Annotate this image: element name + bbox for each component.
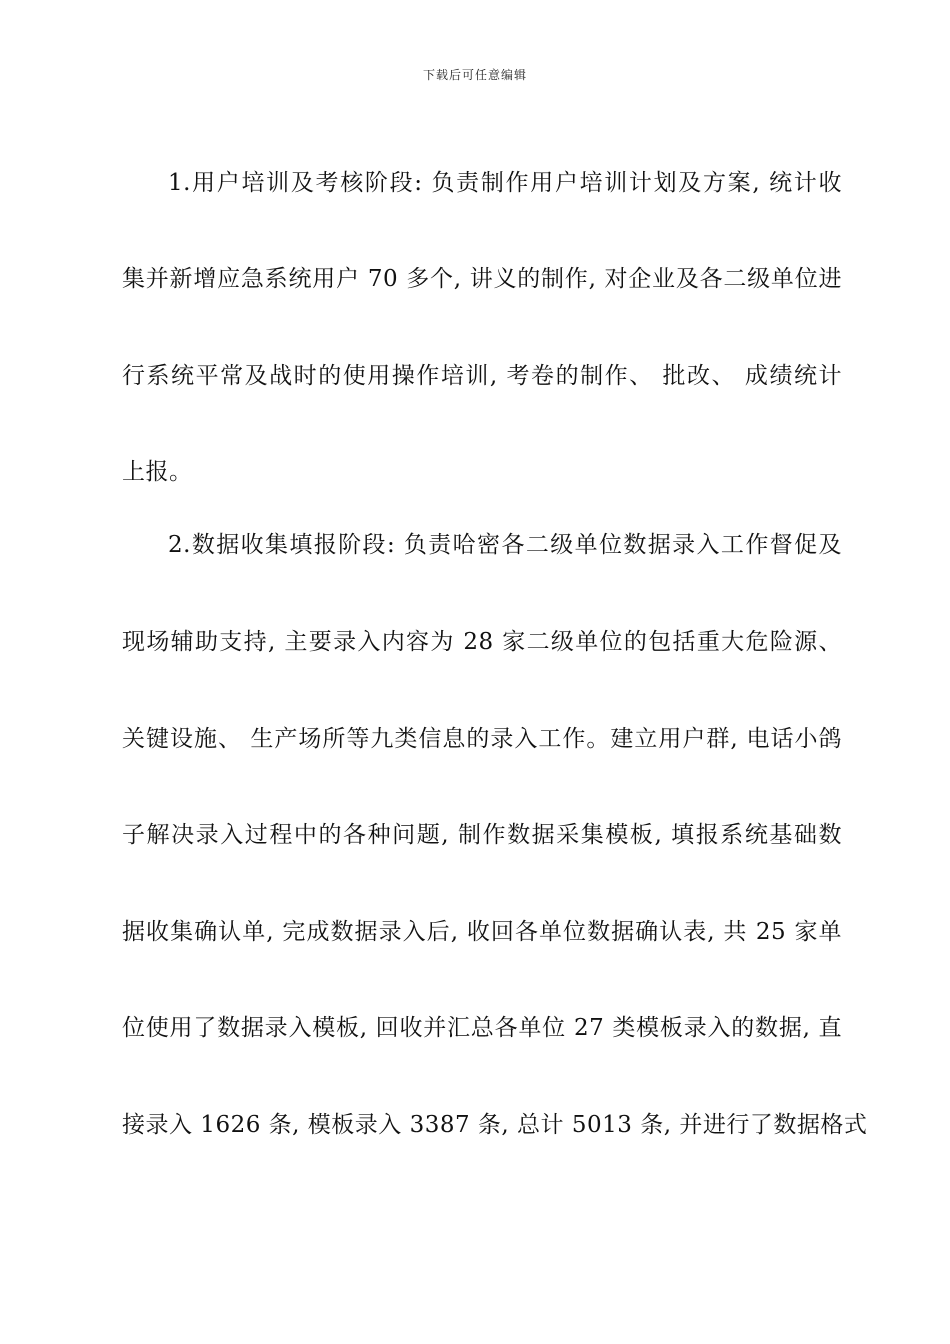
paragraph-line: 现场辅助支持, 主要录入内容为 28 家二级单位的包括重大危险源、	[122, 629, 842, 655]
paragraph-line: 行系统平常及战时的使用操作培训, 考卷的制作、 批改、 成绩统计	[122, 363, 842, 389]
paragraph-line: 接录入 1626 条, 模板录入 3387 条, 总计 5013 条, 并进行了数据格式	[122, 1112, 868, 1138]
paragraph-line: 位使用了数据录入模板, 回收并汇总各单位 27 类模板录入的数据, 直	[122, 1015, 842, 1041]
paragraph-line: 子解决录入过程中的各种问题, 制作数据采集模板, 填报系统基础数	[122, 822, 842, 848]
paragraph-line: 据收集确认单, 完成数据录入后, 收回各单位数据确认表, 共 25 家单	[122, 919, 842, 945]
page-header: 下载后可任意编辑	[422, 68, 527, 82]
paragraph-line: 集并新增应急系统用户 70 多个, 讲义的制作, 对企业及各二级单位进	[122, 266, 842, 292]
paragraph-line: 关键设施、 生产场所等九类信息的录入工作。建立用户群, 电话小鸽	[122, 726, 842, 752]
paragraph-line: 2.数据收集填报阶段: 负责哈密各二级单位数据录入工作督促及	[168, 532, 842, 558]
paragraph-line: 1.用户培训及考核阶段: 负责制作用户培训计划及方案, 统计收	[168, 170, 842, 196]
paragraph-line: 上报。	[122, 459, 193, 485]
